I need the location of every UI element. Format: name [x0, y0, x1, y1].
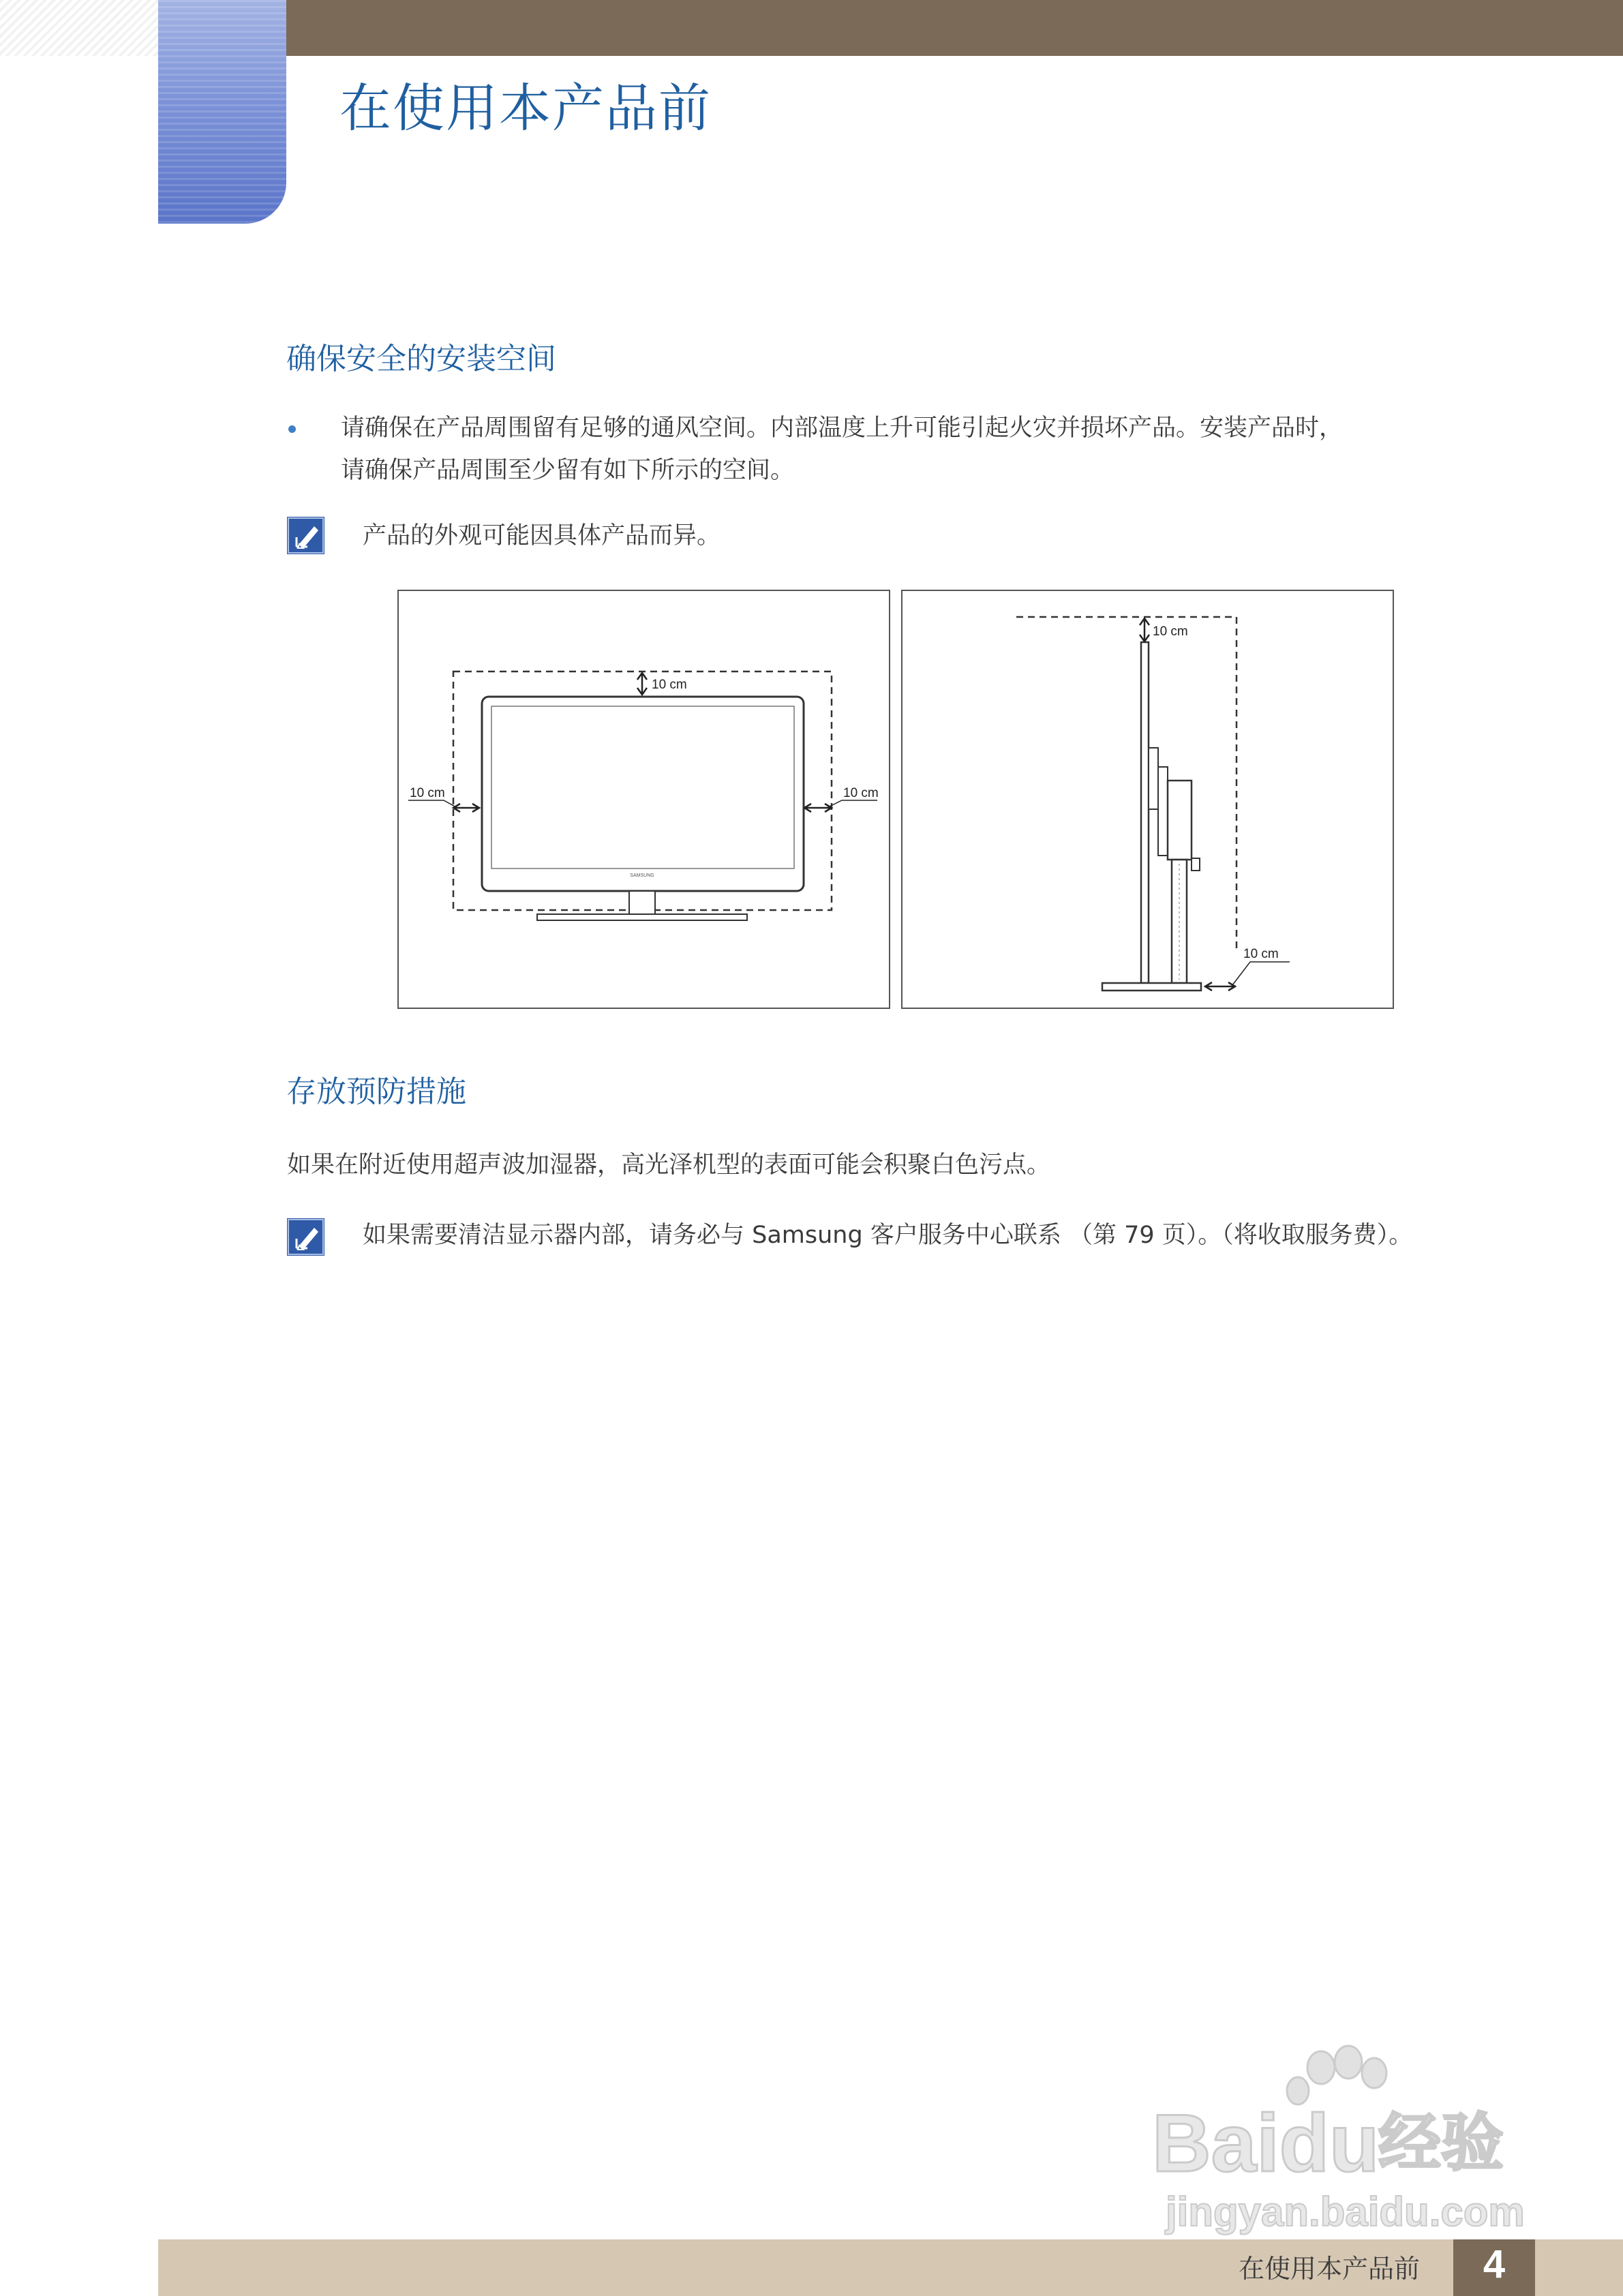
chapter-title: 在使用本产品前 — [339, 78, 712, 138]
bullet-line-2: 请确保产品周围至少留有如下所示的空间。 — [341, 457, 795, 484]
baidu-jingyan-watermark — [1145, 2042, 1541, 2239]
bullet-dot — [288, 425, 296, 433]
figure-side-view — [901, 590, 1394, 1009]
header-bar — [286, 0, 1623, 56]
bullet-line-1: 请确保在产品周围留有足够的通风空间。内部温度上升可能引起火灾并损坏产品。安装产品时， — [341, 414, 1344, 442]
figure-front-view — [397, 590, 890, 1009]
right-leader-line — [827, 800, 877, 808]
note-pencil-icon — [287, 1218, 324, 1256]
side-top-label: 10 cm — [1153, 624, 1188, 639]
storage-paragraph: 如果在附近使用超声波加湿器，高光泽机型的表面可能会积聚白色污点。 — [287, 1151, 1051, 1179]
left-leader-line — [408, 800, 457, 808]
side-leader-line — [1232, 962, 1290, 985]
paw-logo-icon — [1287, 2046, 1386, 2104]
brand-label: SAMSUNG — [630, 873, 654, 878]
monitor-neck — [629, 891, 655, 914]
front-top-label: 10 cm — [652, 678, 687, 692]
stand-clip — [1192, 858, 1200, 871]
monitor-bezel — [482, 697, 804, 891]
hinge-block — [1149, 748, 1158, 809]
stand-connector — [1158, 767, 1168, 856]
side-base — [1102, 983, 1201, 991]
top-gap-arrow — [637, 673, 647, 695]
footer-section-title: 在使用本产品前 — [1239, 2254, 1421, 2284]
stand-upper — [1168, 781, 1192, 860]
side-view-diagram — [902, 591, 1395, 1010]
panel-side — [1141, 642, 1149, 983]
page-number: 4 — [1483, 2242, 1506, 2286]
watermark-brand: Baidu — [1152, 2098, 1380, 2189]
front-view-diagram — [399, 591, 892, 1010]
side-back-label: 10 cm — [1243, 947, 1279, 961]
front-left-label: 10 cm — [410, 786, 445, 800]
front-right-label: 10 cm — [843, 786, 879, 800]
note-pencil-icon — [287, 517, 324, 554]
chapter-tab — [158, 0, 286, 224]
section-heading-storage: 存放预防措施 — [286, 1074, 466, 1109]
side-clearance-boundary — [1016, 617, 1237, 952]
header-decoration-stripes — [0, 0, 158, 56]
side-top-arrow — [1140, 618, 1149, 641]
note-text-appearance: 产品的外观可能因具体产品而异。 — [363, 522, 721, 549]
monitor-base — [537, 914, 747, 920]
section-heading-installation-space: 确保安全的安装空间 — [286, 342, 556, 376]
note-text-cleaning: 如果需要清洁显示器内部，请务必与 Samsung 客户服务中心联系 （第 79 页）。（将收取服务费）。 — [363, 1222, 1413, 1249]
watermark-product: 经验 — [1378, 2106, 1504, 2179]
side-back-arrow — [1205, 982, 1235, 991]
watermark-url: jingyan.baidu.com — [1166, 2189, 1525, 2235]
